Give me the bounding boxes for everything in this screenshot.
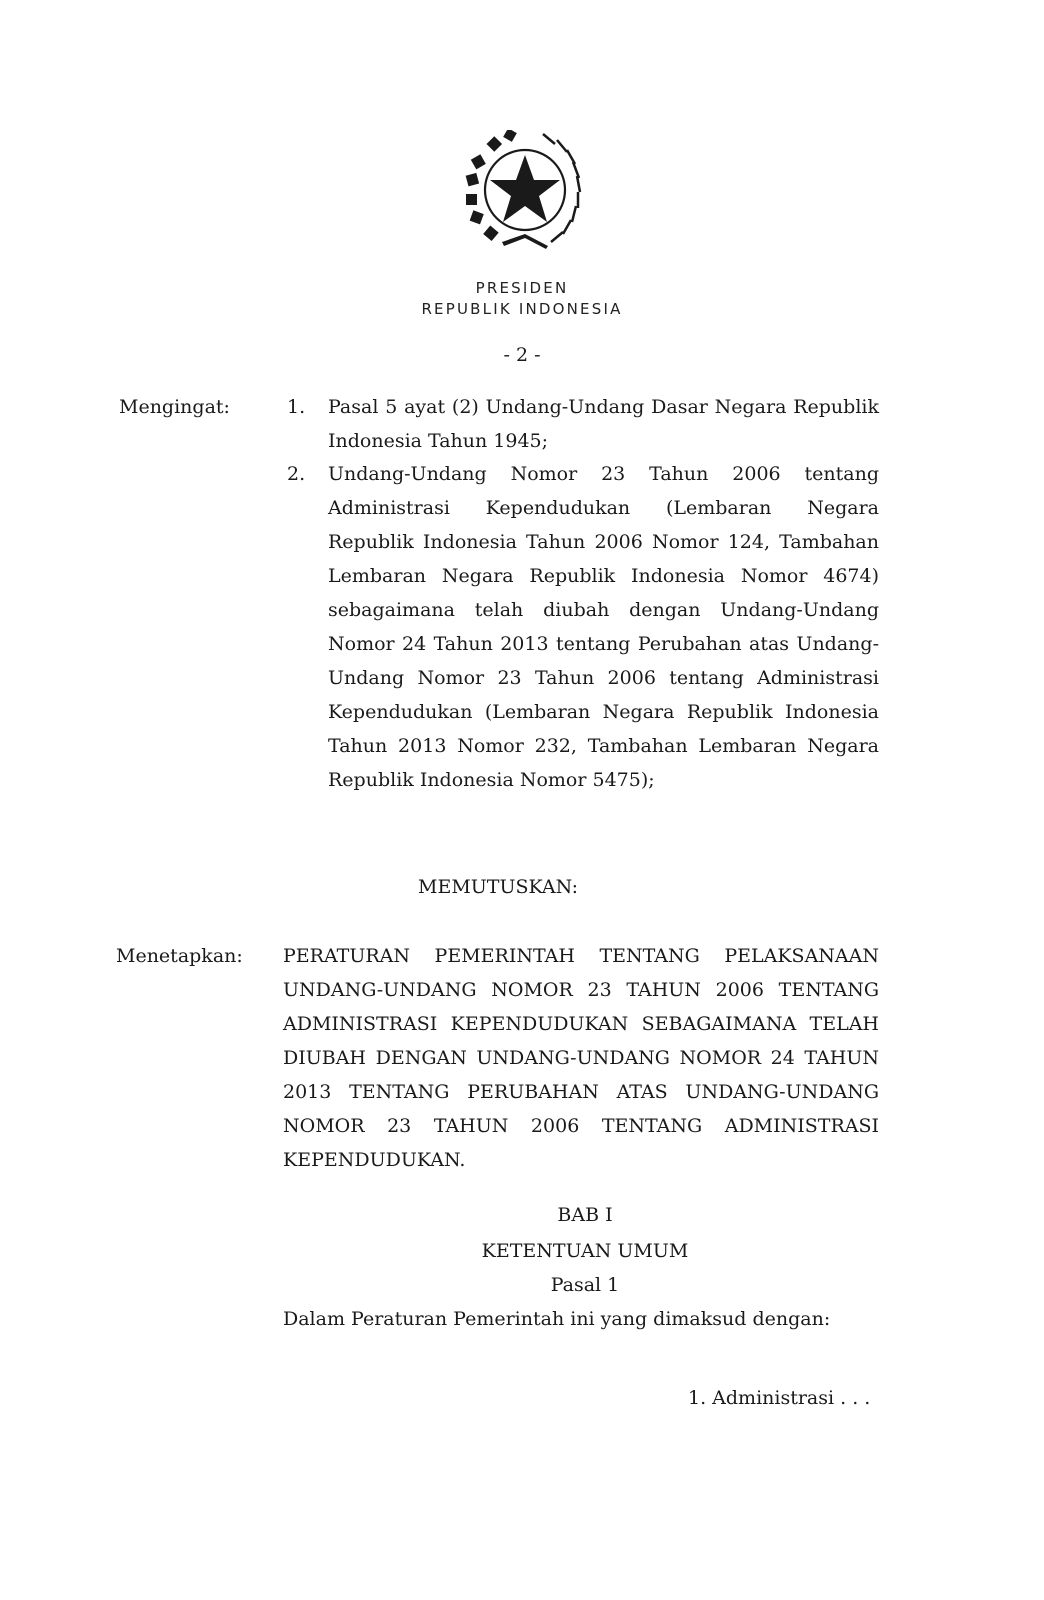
mengingat-item-2-number: 2.	[287, 463, 306, 485]
page-number: - 2 -	[503, 344, 541, 366]
page-continuation: 1. Administrasi . . .	[688, 1387, 871, 1409]
mengingat-item-2-text: Undang-Undang Nomor 23 Tahun 2006 tentang Administrasi Kependudukan (Lembaran Negara Republik Indonesia Tahun 2006 Nomor 124, Tambahan Lembaran Negara Republik Indonesia Nomor 4674) sebagaimana telah diubah dengan Undang-Undang Nomor 24 Tahun 2013 tentang Perubahan atas Undang-Undang Nomor 23 Tahun 2006 tentang Administrasi Kependudukan (Lembaran Negara Republik Indonesia Tahun 2013 Nomor 232, Tambahan Lembaran Negara Republik Indonesia Nomor 5475);	[328, 463, 879, 791]
menetapkan-text: PERATURAN PEMERINTAH TENTANG PELAKSANAAN UNDANG-UNDANG NOMOR 23 TAHUN 2006 TENTANG ADMINISTRASI KEPENDUDUKAN SEBAGAIMANA TELAH DIUBAH DENGAN UNDANG-UNDANG NOMOR 24 TAHUN 2013 TENTANG PERUBAHAN ATAS UNDANG-UNDANG NOMOR 23 TAHUN 2006 TENTANG ADMINISTRASI KEPENDUDUKAN.	[283, 945, 879, 1171]
mengingat-item-1-number: 1.	[287, 396, 306, 418]
chapter-subtitle: KETENTUAN UMUM	[481, 1240, 689, 1262]
mengingat-item-1-text: Pasal 5 ayat (2) Undang-Undang Dasar Negara Republik Indonesia Tahun 1945;	[328, 396, 879, 452]
mengingat-label: Mengingat:	[119, 396, 230, 418]
decision-heading: MEMUTUSKAN:	[418, 876, 578, 898]
header-republik-indonesia: REPUBLIK INDONESIA	[421, 300, 623, 318]
menetapkan-label: Menetapkan:	[116, 945, 243, 967]
article-intro: Dalam Peraturan Pemerintah ini yang dimaksud dengan:	[283, 1308, 831, 1330]
article-heading: Pasal 1	[550, 1274, 620, 1296]
chapter-title: BAB I	[557, 1204, 613, 1226]
header-presiden: PRESIDEN	[475, 279, 569, 297]
presidential-emblem	[462, 130, 588, 256]
